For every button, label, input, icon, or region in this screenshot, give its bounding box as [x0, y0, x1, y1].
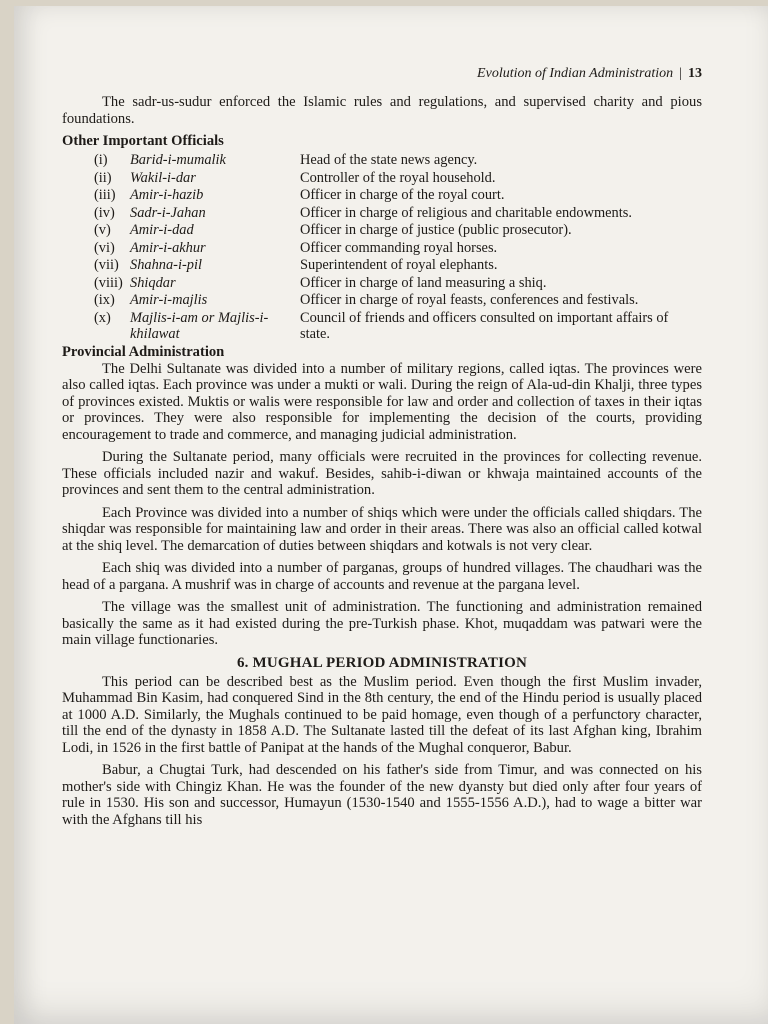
provincial-paragraph: Each Province was divided into a number of shiqs which were under the officials called shiqdars. The shiqdar was responsible for maintaining law and order in their areas. There was also an official called kotwal at the shiq level. The demarcation of duties between shiqdars and kotwals is not very clear. — [62, 504, 702, 554]
page-number: 13 — [688, 66, 702, 81]
officials-heading: Other Important Officials — [62, 133, 224, 149]
provincial-paragraph: During the Sultanate period, many officials were recruited in the provinces for collecting revenue. These officials included nazir and wakuf. Besides, sahib-i-diwan or khwaja maintained accounts of the provinces and sent them to the central administration. — [62, 449, 702, 498]
official-row — [94, 205, 700, 223]
official-description: Officer in charge of religious and charitable endowments. — [300, 204, 632, 221]
official-row — [94, 187, 700, 205]
official-title: Sadr-i-Jahan — [130, 204, 206, 221]
official-title: Wakil-i-dar — [130, 169, 196, 186]
official-title: Shiqdar — [130, 274, 176, 291]
official-description: Officer in charge of justice (public prosecutor). — [300, 222, 572, 238]
official-row — [94, 275, 700, 293]
official-row — [94, 170, 700, 188]
provincial-heading: Provincial Administration — [62, 343, 225, 360]
official-number: (ii) — [94, 169, 112, 186]
official-number: (ix) — [94, 292, 115, 308]
officials-list — [94, 152, 700, 344]
official-number: (vii) — [94, 257, 119, 273]
official-description: Superintendent of royal elephants. — [300, 257, 498, 273]
official-number: (iv) — [94, 204, 115, 221]
official-description: Officer in charge of land measuring a shiq. — [300, 274, 547, 291]
official-title: Amir-i-majlis — [130, 292, 208, 308]
official-description: Controller of the royal household. — [300, 169, 496, 186]
page-content — [62, 66, 702, 834]
official-number: (i) — [94, 152, 108, 168]
official-row — [94, 240, 700, 258]
book-page — [14, 6, 768, 1024]
official-title: Amir-i-hazib — [130, 187, 204, 203]
official-number: (viii) — [94, 274, 123, 291]
official-description: Council of friends and officers consulted on important affairs of state. — [300, 309, 669, 342]
provincial-paragraph: The village was the smallest unit of administration. The functioning and administration remained basically the same as it had existed during the pre-Turkish phase. Khot, muqaddam was patwari were the main village functionaries. — [62, 599, 702, 648]
provincial-paragraph: The Delhi Sultanate was divided into a number of military regions, called iqtas. The provinces were also called iqtas. Each province was under a mukti or wali. During the reign of Ala-ud-din Khalji, three types of provinces existed. Muktis or walis were responsible for law and order and collection of taxes in their iqtas or provinces. They were also responsible for implementing the decision of the courts, providing encouragement to trade and commerce, and managing judicial administration. — [62, 360, 702, 443]
official-title: Amir-i-dad — [130, 222, 194, 238]
official-number: (x) — [94, 309, 111, 326]
official-row — [94, 222, 700, 240]
running-header-separator: | — [679, 66, 682, 81]
running-header-title: Evolution of Indian Administration — [477, 66, 674, 81]
official-row — [94, 310, 700, 344]
official-number: (v) — [94, 222, 111, 238]
official-description: Officer in charge of royal feasts, conferences and festivals. — [300, 292, 639, 308]
official-description: Officer in charge of the royal court. — [300, 187, 505, 203]
official-row — [94, 152, 700, 170]
mughal-paragraph: This period can be described best as the Muslim period. Even though the first Muslim invader, Muhammad Bin Kasim, had conquered Sind in the 8th century, the end of the Hindu period is usually placed at 1000 A.D. Similarly, the Mughals continued to be paid homage, even though of a perfunctory character, till the end of the dynasty in 1858 A.D. The Sultanate lasted till the defeat of its last Afghan king, Ibrahim Lodi, in 1526 in the first battle of Panipat at the hands of the Mughal conqueror, Babur. — [62, 673, 702, 756]
official-title: Shahna-i-pil — [130, 257, 202, 273]
provincial-paragraph: Each shiq was divided into a number of parganas, groups of hundred villages. The chaudhari was the head of a pargana. A mushrif was in charge of accounts and revenue at the pargana level. — [62, 560, 702, 593]
mughal-paragraph: Babur, a Chugtai Turk, had descended on his father's side from Timur, and was connected on his mother's side with Chingiz Khan. He was the founder of the new dyansty but died only after four years of rule in 1530. His son and successor, Humayun (1530-1540 and 1555-1556 A.D.), had to wage a bitter war with the Afghans till his — [62, 762, 702, 828]
official-title: Barid-i-mumalik — [130, 152, 226, 168]
official-title: Majlis-i-am or Majlis-i-khilawat — [130, 309, 269, 342]
official-title: Amir-i-akhur — [130, 239, 206, 256]
official-description: Officer commanding royal horses. — [300, 239, 498, 256]
official-row — [94, 257, 700, 275]
official-description: Head of the state news agency. — [300, 152, 478, 168]
intro-paragraph: The sadr-us-sudur enforced the Islamic rules and regulations, and supervised charity and pious foundations. — [62, 94, 702, 127]
running-header — [62, 66, 702, 82]
official-row — [94, 292, 700, 310]
mughal-section-heading: 6. MUGHAL PERIOD ADMINISTRATION — [236, 654, 528, 671]
official-number: (vi) — [94, 239, 115, 256]
official-number: (iii) — [94, 187, 116, 203]
